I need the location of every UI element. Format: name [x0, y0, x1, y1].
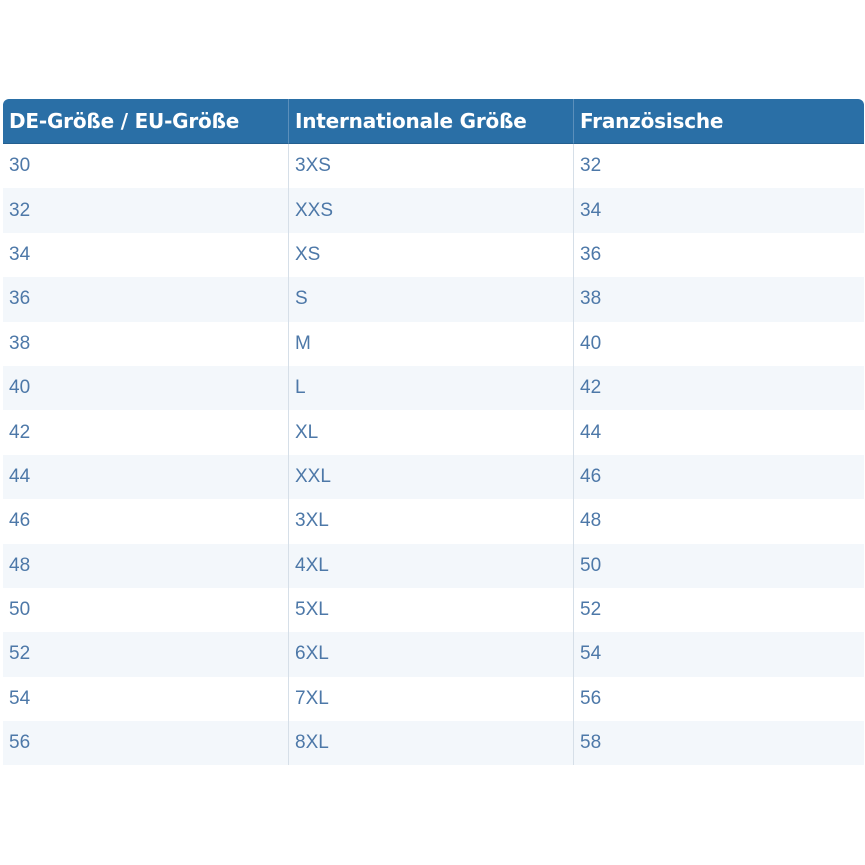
cell-french-size: 50 [573, 544, 864, 588]
table-row [3, 677, 864, 721]
table-row [3, 499, 864, 543]
table-body [3, 144, 864, 765]
cell-de-eu-size: 32 [3, 188, 288, 232]
cell-french-size: 34 [573, 188, 864, 232]
cell-de-eu-size: 48 [3, 544, 288, 588]
table-row [3, 188, 864, 232]
cell-international-size: 7XL [288, 677, 573, 721]
table-row [3, 233, 864, 277]
column-header-de-eu-size: DE-Größe / EU-Größe [3, 99, 288, 144]
cell-de-eu-size: 54 [3, 677, 288, 721]
cell-de-eu-size: 56 [3, 721, 288, 765]
cell-de-eu-size: 38 [3, 322, 288, 366]
cell-de-eu-size: 50 [3, 588, 288, 632]
cell-international-size: S [288, 277, 573, 321]
table-row [3, 588, 864, 632]
column-header-international-size: Internationale Größe [288, 99, 573, 144]
cell-de-eu-size: 52 [3, 632, 288, 676]
cell-de-eu-size: 36 [3, 277, 288, 321]
table-row [3, 721, 864, 765]
column-header-french-size: Französische [573, 99, 864, 144]
cell-french-size: 48 [573, 499, 864, 543]
cell-international-size: L [288, 366, 573, 410]
cell-french-size: 58 [573, 721, 864, 765]
size-conversion-table [3, 99, 864, 765]
cell-international-size: XS [288, 233, 573, 277]
cell-international-size: XL [288, 410, 573, 454]
cell-de-eu-size: 34 [3, 233, 288, 277]
cell-french-size: 42 [573, 366, 864, 410]
table-row [3, 544, 864, 588]
table-row [3, 277, 864, 321]
cell-french-size: 46 [573, 455, 864, 499]
header-row [3, 99, 864, 144]
table-row [3, 632, 864, 676]
cell-french-size: 52 [573, 588, 864, 632]
cell-international-size: 3XL [288, 499, 573, 543]
cell-french-size: 32 [573, 144, 864, 188]
table-row [3, 455, 864, 499]
cell-international-size: 3XS [288, 144, 573, 188]
cell-de-eu-size: 42 [3, 410, 288, 454]
table-row [3, 322, 864, 366]
cell-international-size: 8XL [288, 721, 573, 765]
cell-international-size: 4XL [288, 544, 573, 588]
cell-french-size: 38 [573, 277, 864, 321]
table-header [3, 99, 864, 144]
cell-international-size: 5XL [288, 588, 573, 632]
cell-international-size: XXS [288, 188, 573, 232]
cell-french-size: 56 [573, 677, 864, 721]
cell-de-eu-size: 40 [3, 366, 288, 410]
cell-international-size: M [288, 322, 573, 366]
cell-de-eu-size: 46 [3, 499, 288, 543]
table-row [3, 366, 864, 410]
table-row [3, 144, 864, 188]
cell-de-eu-size: 44 [3, 455, 288, 499]
cell-international-size: XXL [288, 455, 573, 499]
cell-french-size: 40 [573, 322, 864, 366]
cell-french-size: 36 [573, 233, 864, 277]
table-row [3, 410, 864, 454]
cell-french-size: 54 [573, 632, 864, 676]
cell-international-size: 6XL [288, 632, 573, 676]
cell-french-size: 44 [573, 410, 864, 454]
cell-de-eu-size: 30 [3, 144, 288, 188]
